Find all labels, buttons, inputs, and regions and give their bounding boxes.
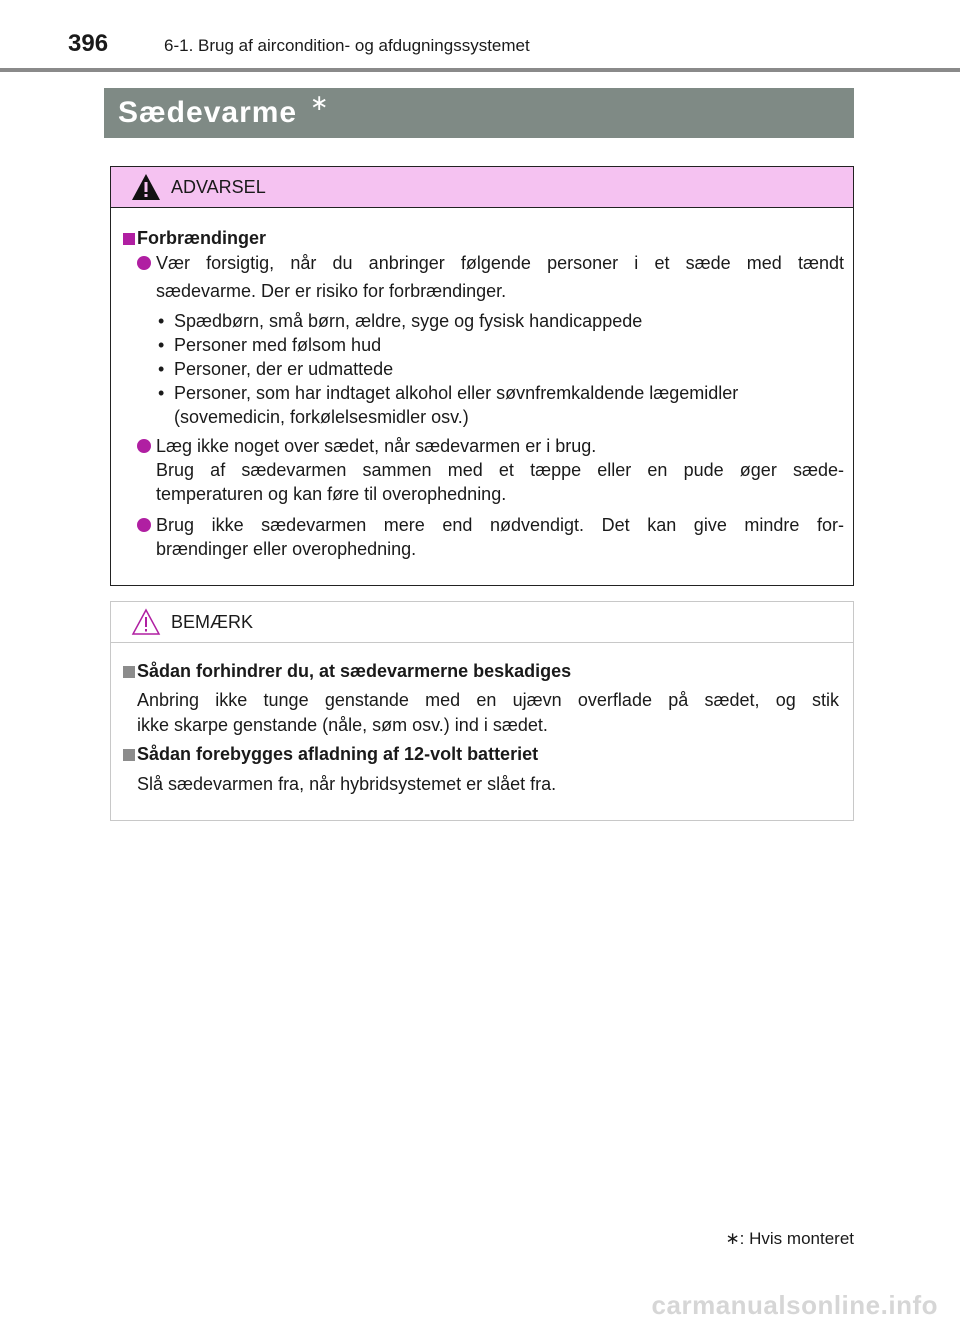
chapter-title: 6-1. Brug af aircondition- og afdugningssystemet	[164, 36, 530, 55]
warning-box	[110, 166, 854, 586]
header-divider	[0, 68, 960, 72]
square-bullet-icon	[123, 233, 135, 245]
warning-heading: Forbrændinger	[137, 228, 266, 248]
warning-item-2-line-1: Læg ikke noget over sædet, når sædevarmen er i brug.	[156, 436, 597, 456]
sub-item-1: Spædbørn, små børn, ældre, syge og fysisk handicappede	[174, 311, 643, 331]
square-bullet-icon	[123, 749, 135, 761]
round-bullet-icon	[137, 518, 151, 532]
warning-item-3-line-1: Brug ikke sædevarmen mere end nødvendigt. Det kan give mindre for-	[156, 515, 844, 535]
notice-heading-1: Sådan forhindrer du, at sædevarmerne beskadiges	[137, 661, 572, 681]
watermark: carmanualsonline.info	[651, 1290, 938, 1320]
section-asterisk: ∗	[310, 90, 329, 115]
warning-item-1-line-2: sædevarme. Der er risiko for forbrændinger.	[156, 281, 507, 301]
round-bullet-icon	[137, 256, 151, 270]
warning-item-2-line-3: temperaturen og kan føre til overophedning.	[156, 484, 507, 504]
sub-item-2: Personer med følsom hud	[174, 335, 382, 355]
warning-header	[111, 167, 853, 208]
notice-text-1-line-2: ikke skarpe genstande (nåle, søm osv.) ind i sædet.	[137, 715, 548, 735]
section-banner	[104, 88, 854, 138]
notice-text-2: Slå sædevarmen fra, når hybridsystemet er slået fra.	[137, 774, 557, 794]
sub-item-4: Personer, som har indtaget alkohol eller søvnfremkaldende lægemidler	[174, 383, 739, 403]
warning-item-3-line-2: brændinger eller overophedning.	[156, 539, 417, 559]
footnote: ∗: Hvis monteret	[725, 1229, 854, 1248]
notice-header	[111, 602, 853, 643]
dot-bullet: •	[158, 335, 165, 355]
warning-label: ADVARSEL	[171, 177, 266, 197]
warning-triangle-icon	[131, 173, 161, 201]
page-number: 396	[68, 30, 109, 57]
dot-bullet: •	[158, 311, 165, 331]
dot-bullet: •	[158, 359, 165, 379]
section-title: Sædevarme	[118, 96, 298, 129]
notice-label: BEMÆRK	[171, 612, 254, 632]
notice-text-1-line-1: Anbring ikke tunge genstande med en ujævn overflade på sædet, og stik	[137, 690, 839, 710]
sub-item-3: Personer, der er udmattede	[174, 359, 394, 379]
square-bullet-icon	[123, 666, 135, 678]
notice-box	[110, 601, 854, 821]
round-bullet-icon	[137, 439, 151, 453]
dot-bullet: •	[158, 383, 165, 403]
warning-item-2-line-2: Brug af sædevarmen sammen med et tæppe eller en pude øger sæde-	[156, 460, 844, 480]
notice-heading-2: Sådan forebygges afladning af 12-volt batteriet	[137, 744, 539, 764]
warning-item-1-line-1: Vær forsigtig, når du anbringer følgende personer i et sæde med tændt	[156, 253, 844, 273]
notice-triangle-icon	[131, 608, 161, 636]
sub-item-4-continued: (sovemedicin, forkølelsesmidler osv.)	[174, 407, 469, 427]
